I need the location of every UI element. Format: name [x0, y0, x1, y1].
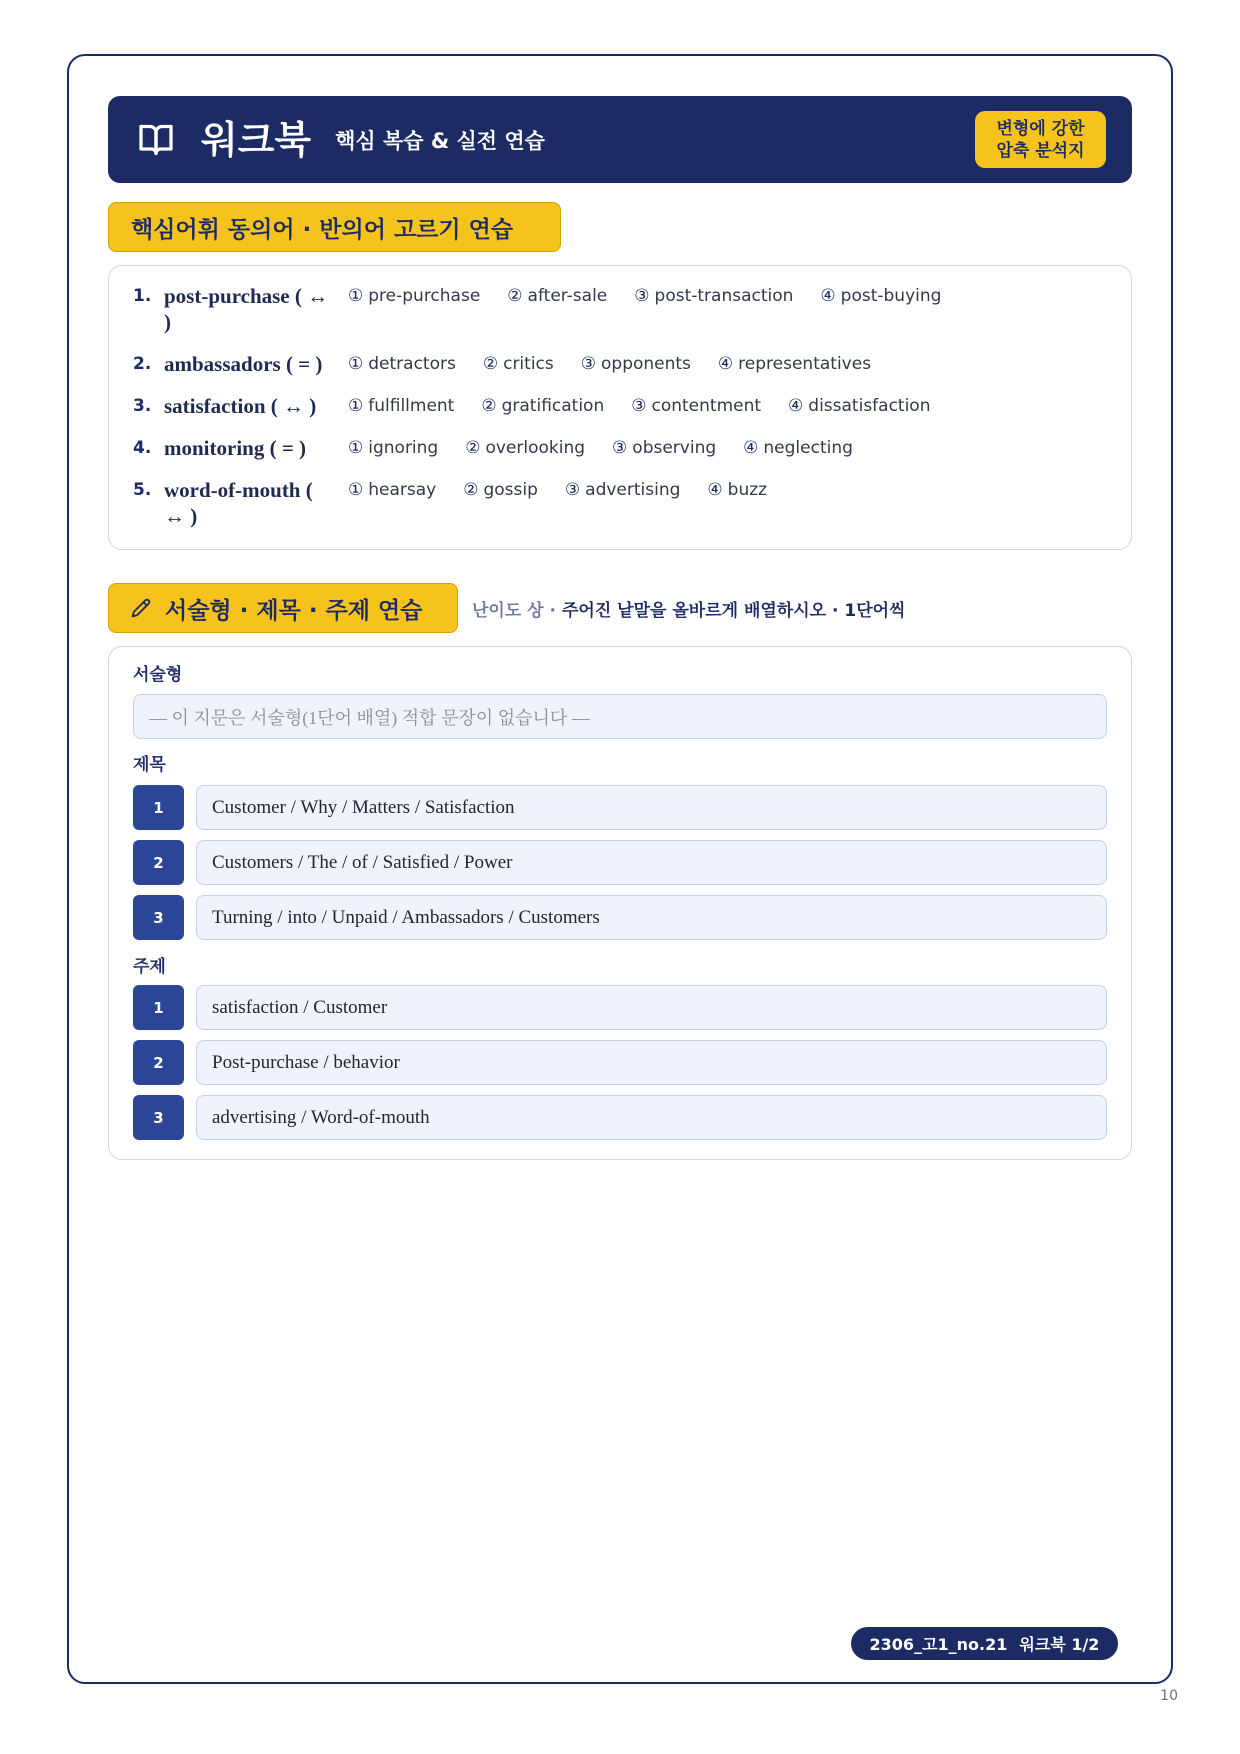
vocab-option — [788, 393, 930, 419]
option-text: post-buying — [840, 286, 942, 306]
option-text: pre-purchase — [368, 286, 481, 306]
vocab-option — [581, 351, 691, 377]
vocab-item — [133, 283, 1107, 335]
essay-label: 서술형 — [133, 665, 183, 685]
option-text: hearsay — [368, 480, 437, 500]
word-arrangement-box: advertising / Word-of-mouth — [196, 1095, 1107, 1140]
vocab-option — [507, 283, 607, 309]
row-number-badge: 1 — [133, 785, 184, 830]
vocab-item-number: 3. — [133, 396, 152, 416]
word-arrangement-box: Customers / The / of / Satisfied / Power — [196, 840, 1107, 885]
row-number-badge: 2 — [133, 1040, 184, 1085]
vocab-term: monitoring ( = ) — [164, 436, 307, 460]
vocab-option — [820, 283, 941, 309]
theme-answer-row — [133, 1095, 1107, 1140]
option-text: fulfillment — [368, 396, 455, 416]
vocab-card — [108, 265, 1132, 550]
option-mark: ① — [348, 286, 364, 306]
page-subtitle: 핵심 복습 & 실전 연습 — [335, 128, 545, 153]
option-text: critics — [503, 354, 554, 374]
vocab-option — [631, 393, 761, 419]
word-arrangement-box: Post-purchase / behavior — [196, 1040, 1107, 1085]
option-text: gratification — [501, 396, 605, 416]
option-text: gossip — [483, 480, 538, 500]
title-answer-row — [133, 785, 1107, 830]
vocab-term: word-of-mouth ( ↔ ) — [164, 478, 313, 528]
option-mark: ④ — [717, 354, 734, 374]
option-mark: ③ — [631, 396, 647, 416]
theme-answer-row — [133, 1040, 1107, 1085]
vocab-item-number: 4. — [133, 438, 152, 458]
vocab-option — [465, 435, 585, 461]
vocab-option — [463, 477, 538, 503]
option-mark: ④ — [820, 286, 836, 306]
option-mark: ② — [465, 438, 481, 458]
option-mark: ② — [507, 286, 523, 306]
option-text: advertising — [585, 480, 681, 500]
footer-page-tag — [851, 1627, 1118, 1660]
practice-section-title-text: 서술형 · 제목 · 주제 연습 — [165, 597, 423, 624]
option-text: contentment — [651, 396, 762, 416]
book-icon — [138, 122, 174, 158]
option-mark: ① — [348, 438, 364, 458]
option-mark: ① — [348, 396, 364, 416]
vocab-option — [348, 435, 438, 461]
vocab-options — [348, 435, 1107, 461]
header-badge — [975, 111, 1106, 168]
option-mark: ④ — [788, 396, 804, 416]
vocab-options — [348, 351, 1107, 377]
row-number-badge: 3 — [133, 1095, 184, 1140]
vocab-option — [348, 477, 436, 503]
word-arrangement-box: Customer / Why / Matters / Satisfaction — [196, 785, 1107, 830]
vocab-option — [707, 477, 767, 503]
practice-card — [108, 646, 1132, 1160]
vocab-item-number: 2. — [133, 354, 152, 374]
option-text: representatives — [738, 354, 872, 374]
practice-instructions — [472, 596, 905, 621]
practice-section-header — [108, 583, 1132, 633]
header-badge-line: 변형에 강한 — [996, 118, 1085, 139]
vocab-item — [133, 351, 1107, 377]
vocab-term: ambassadors ( = ) — [164, 352, 323, 376]
vocab-option — [718, 351, 871, 377]
vocab-option — [348, 351, 456, 377]
option-text: observing — [632, 438, 717, 458]
header-badge-line: 압축 분석지 — [996, 140, 1085, 161]
workbook-header — [108, 96, 1132, 183]
vocab-option — [348, 393, 454, 419]
option-text: opponents — [601, 354, 691, 374]
vocab-options — [348, 393, 1107, 419]
vocab-term: satisfaction ( ↔ ) — [164, 394, 317, 418]
option-text: detractors — [368, 354, 456, 374]
row-number-badge: 2 — [133, 840, 184, 885]
vocab-section-title-text: 핵심어휘 동의어 · 반의어 고르기 연습 — [131, 216, 514, 243]
vocab-options — [348, 477, 1107, 503]
option-mark: ② — [482, 354, 499, 374]
vocab-term: post-purchase ( ↔ ) — [164, 284, 329, 334]
pencil-icon — [131, 598, 151, 618]
vocab-item — [133, 477, 1107, 529]
page-content — [108, 96, 1132, 1160]
option-mark: ② — [463, 480, 479, 500]
option-mark: ③ — [634, 286, 650, 306]
vocab-option — [483, 351, 554, 377]
option-text: dissatisfaction — [808, 396, 931, 416]
vocab-option — [565, 477, 681, 503]
vocab-option — [743, 435, 853, 461]
option-text: post-transaction — [654, 286, 794, 306]
option-text: ignoring — [368, 438, 439, 458]
vocab-option — [348, 283, 480, 309]
option-mark: ① — [348, 480, 364, 500]
footer-code: 2306_고1_no.21 — [869, 1635, 1008, 1654]
instruction-text: 주어진 낱말을 올바르게 배열하시오 · 1단어씩 — [561, 600, 906, 621]
vocab-options — [348, 283, 1107, 309]
option-text: neglecting — [763, 438, 853, 458]
option-text: after-sale — [527, 286, 608, 306]
vocab-item-number: 5. — [133, 480, 152, 500]
difficulty-label: 난이도 상 · — [472, 600, 556, 621]
option-mark: ③ — [580, 354, 596, 374]
title-label: 제목 — [133, 755, 166, 775]
option-text: buzz — [727, 480, 768, 500]
word-arrangement-box: Turning / into / Unpaid / Ambassadors / Customers — [196, 895, 1107, 940]
essay-empty-notice: — 이 지문은 서술형(1단어 배열) 적합 문장이 없습니다 — — [133, 694, 1107, 739]
title-answer-row — [133, 895, 1107, 940]
option-mark: ③ — [564, 480, 581, 500]
page-title: 워크북 — [201, 117, 312, 162]
title-answer-row — [133, 840, 1107, 885]
footer-label: 워크북 1/2 — [1019, 1635, 1100, 1654]
page-number: 10 — [1160, 1688, 1178, 1704]
vocab-item — [133, 393, 1107, 419]
vocab-section-title — [108, 202, 561, 252]
word-arrangement-box: satisfaction / Customer — [196, 985, 1107, 1030]
practice-section-title — [108, 583, 458, 633]
option-mark: ④ — [743, 438, 759, 458]
vocab-option — [481, 393, 604, 419]
row-number-badge: 3 — [133, 895, 184, 940]
vocab-option — [612, 435, 716, 461]
option-mark: ② — [481, 396, 497, 416]
option-mark: ① — [348, 354, 364, 374]
vocab-item-number: 1. — [133, 286, 152, 306]
option-mark: ③ — [612, 438, 628, 458]
option-mark: ④ — [707, 480, 723, 500]
vocab-option — [634, 283, 793, 309]
vocab-item — [133, 435, 1107, 461]
row-number-badge: 1 — [133, 985, 184, 1030]
theme-label: 주제 — [133, 957, 166, 977]
option-text: overlooking — [485, 438, 586, 458]
theme-answer-row — [133, 985, 1107, 1030]
